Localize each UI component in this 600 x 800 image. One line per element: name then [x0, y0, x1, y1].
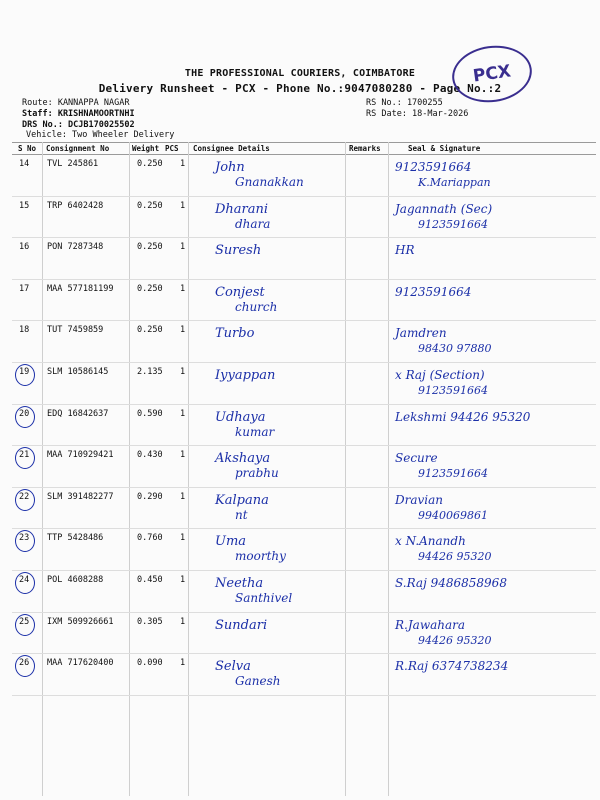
drs-label: DRS No.: DCJB170025502: [22, 120, 135, 130]
row-divider: [12, 445, 596, 446]
row-consignee-name-2: Gnanakkan: [235, 175, 304, 189]
row-signature-2: 9940069861: [418, 508, 488, 522]
row-sno: 17: [19, 283, 30, 294]
staff-label: Staff: KRISHNAMOORTNHI: [22, 109, 135, 119]
row-signature-2: 9123591664: [418, 467, 488, 481]
row-consignment-no: SLM 10586145: [47, 367, 109, 377]
row-consignee-name: Selva: [215, 659, 251, 675]
row-signature: x N.Anandh: [395, 534, 466, 549]
row-consignee-name: Conjest: [215, 284, 265, 300]
row-pcs: 1: [180, 242, 186, 253]
row-signature-2: K.Mariappan: [418, 176, 491, 189]
row-signature: R.Jawahara: [395, 617, 466, 632]
row-sno: 15: [19, 200, 30, 211]
row-pcs: 1: [180, 200, 186, 211]
row-sno: 26: [19, 658, 30, 669]
row-weight: 0.250: [137, 242, 163, 253]
row-sno: 24: [19, 575, 30, 585]
row-pcs: 1: [180, 616, 186, 627]
row-consignment-no: IXM 509926661: [47, 616, 114, 627]
row-check-circle: [15, 489, 35, 511]
row-sno: 18: [19, 325, 30, 336]
row-consignment-no: TRP 6402428: [47, 200, 104, 211]
row-signature: Dravian: [395, 492, 444, 507]
row-consignment-no: MAA 710929421: [47, 450, 114, 461]
row-divider: [12, 653, 596, 654]
row-weight: 0.450: [137, 575, 163, 585]
row-weight: 0.250: [137, 159, 163, 169]
row-signature-2: 98430 97880: [418, 342, 492, 356]
row-signature-2: 9123591664: [418, 384, 488, 397]
company-title: THE PROFESSIONAL COURIERS, COIMBATORE: [184, 68, 416, 79]
row-check-circle: [15, 364, 35, 386]
row-divider: [12, 570, 596, 571]
row-consignee-name: Dharani: [215, 201, 269, 217]
row-sno: 22: [19, 491, 30, 502]
row-check-circle: [15, 447, 35, 469]
row-check-circle: [15, 406, 35, 428]
row-consignment-no: MAA 577181199: [47, 283, 114, 294]
row-consignment-no: MAA 717620400: [47, 658, 114, 669]
row-weight: 0.290: [137, 491, 163, 502]
row-consignee-name: Neetha: [215, 576, 264, 591]
row-consignment-no: TUT 7459859: [47, 325, 104, 336]
row-pcs: 1: [180, 283, 186, 294]
row-consignee-name-2: church: [235, 299, 278, 314]
row-weight: 0.250: [137, 283, 163, 294]
row-consignee-name: Sundari: [215, 617, 268, 633]
col-seal: Seal & Signature: [408, 144, 481, 153]
row-consignee-name-2: kumar: [235, 424, 275, 439]
row-weight: 0.760: [137, 533, 163, 544]
row-divider: [12, 237, 596, 238]
row-consignment-no: POL 4608288: [47, 575, 104, 585]
pcx-stamp: PCX: [448, 41, 535, 108]
row-weight: 0.250: [137, 325, 163, 336]
row-signature: x Raj (Section): [395, 368, 485, 382]
row-consignment-no: TVL 245861: [47, 159, 99, 169]
col-consignee: Consignee Details: [193, 144, 270, 153]
row-divider: [12, 487, 596, 488]
row-consignee-name-2: Ganesh: [235, 674, 281, 689]
route-label: Route: KANNAPPA NAGAR: [22, 98, 130, 108]
row-consignment-no: EDQ 16842637: [47, 408, 109, 419]
row-signature: S.Raj 9486858968: [395, 576, 507, 590]
row-pcs: 1: [180, 408, 186, 419]
vehicle-label: Vehicle: Two Wheeler Delivery: [26, 130, 175, 140]
col-weight: Weight: [132, 144, 160, 153]
row-pcs: 1: [180, 159, 186, 169]
row-pcs: 1: [180, 450, 186, 461]
row-weight: 0.430: [137, 450, 163, 461]
row-check-circle: [15, 572, 35, 594]
row-pcs: 1: [180, 491, 186, 502]
row-consignee-name: Akshaya: [215, 451, 271, 467]
row-divider: [12, 612, 596, 613]
row-sno: 21: [19, 450, 30, 461]
col-remarks: Remarks: [349, 144, 381, 153]
row-signature-2: 9123591664: [418, 217, 488, 231]
row-consignee-name-2: Santhivel: [235, 591, 293, 605]
row-signature-2: 94426 95320: [418, 633, 492, 647]
row-consignee-name: Uma: [215, 534, 247, 550]
row-divider: [12, 404, 596, 405]
row-consignment-no: SLM 391482277: [47, 491, 114, 502]
row-signature: Secure: [395, 451, 438, 466]
row-pcs: 1: [180, 533, 186, 544]
row-sno: 16: [19, 242, 30, 253]
row-consignee-name: Turbo: [215, 326, 255, 342]
row-consignee-name: Kalpana: [215, 492, 269, 508]
row-consignee-name-2: nt: [235, 507, 248, 522]
row-sno: 23: [19, 533, 30, 544]
row-consignee-name: Suresh: [215, 243, 262, 259]
row-weight: 0.090: [137, 658, 163, 669]
row-pcs: 1: [180, 575, 186, 585]
row-signature: Jagannath (Sec): [395, 201, 493, 216]
row-divider: [12, 320, 596, 321]
row-consignee-name: John: [215, 160, 245, 175]
row-signature: R.Raj 6374738234: [395, 659, 509, 674]
row-consignee-name: Udhaya: [215, 409, 266, 425]
row-sno: 14: [19, 159, 30, 169]
row-consignee-name-2: prabhu: [235, 466, 279, 481]
row-consignment-no: PON 7287348: [47, 242, 104, 253]
row-signature-2: 94426 95320: [418, 550, 492, 564]
row-pcs: 1: [180, 325, 186, 336]
col-consignment: Consignment No: [46, 144, 110, 153]
row-weight: 0.250: [137, 200, 163, 211]
row-signature: Jamdren: [395, 326, 447, 341]
row-sno: 25: [19, 616, 30, 627]
row-consignment-no: TTP 5428486: [47, 533, 104, 544]
row-divider: [12, 279, 596, 280]
row-check-circle: [15, 655, 35, 677]
row-consignee-name-2: moorthy: [235, 549, 286, 564]
row-pcs: 1: [180, 658, 186, 669]
row-check-circle: [15, 614, 35, 636]
row-divider: [12, 695, 596, 696]
rs-date: RS Date: 18-Mar-2026: [366, 109, 469, 119]
row-consignee-name-2: dhara: [235, 216, 271, 231]
col-sno: S No: [18, 144, 37, 153]
row-signature: Lekshmi 94426 95320: [395, 409, 531, 424]
row-divider: [12, 362, 596, 363]
row-signature: 9123591664: [395, 284, 472, 299]
row-divider: [12, 196, 596, 197]
row-signature: 9123591664: [395, 160, 472, 174]
row-weight: 2.135: [137, 367, 163, 377]
row-consignee-name: Iyyappan: [215, 368, 276, 383]
row-weight: 0.590: [137, 408, 163, 419]
row-weight: 0.305: [137, 616, 163, 627]
row-signature: HR: [395, 243, 415, 258]
row-sno: 20: [19, 408, 30, 419]
runsheet-subtitle: Delivery Runsheet - PCX - Phone No.:9047080280 - Page No.:2: [98, 82, 502, 95]
row-check-circle: [15, 530, 35, 552]
rs-number: RS No.: 1700255: [366, 98, 443, 108]
row-sno: 19: [19, 367, 30, 377]
row-divider: [12, 528, 596, 529]
col-pcs: PCS: [165, 144, 179, 153]
row-pcs: 1: [180, 367, 186, 377]
